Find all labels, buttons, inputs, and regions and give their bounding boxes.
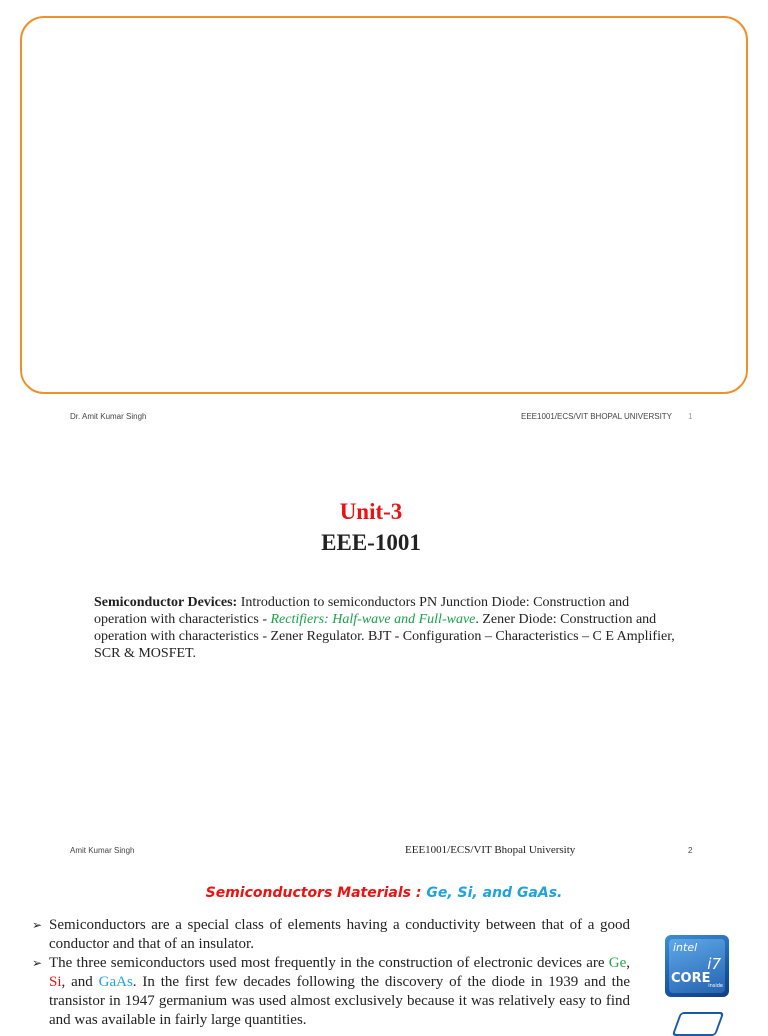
bullet-text-2b: . In the first few decades following the discovery of the diode in 1939 and the transistor in 1947 germanium was used almost exclusively because it was relatively easy to find and was available in fairly large quantities. [49, 974, 630, 1028]
bullet-text-2a: The three semiconductors used most frequently in the construction of electronic devices are [49, 955, 609, 971]
bullet-and: , and [61, 974, 99, 990]
footer-course-2: EEE1001/ECS/VIT Bhopal University [405, 844, 576, 856]
syllabus-lead: Semiconductor Devices: [94, 595, 238, 610]
slide-1-frame [20, 16, 748, 394]
bullet-comma: , [626, 955, 630, 971]
intel-core-i7-logo [665, 935, 729, 997]
list-item [32, 954, 630, 1030]
list-item [32, 916, 630, 954]
material-ge: Ge [608, 955, 627, 971]
bullet-list [32, 916, 630, 1030]
syllabus-part1: Introduction to semiconductors PN Junction Diode: Construction and operation with characteristics - [94, 595, 630, 627]
syllabus-part2: . Zener Diode: Construction and operation with characteristics - Zener Regulator. BJT - Configuration – Characteristics – C E Amplifier, SCR & MOSFET. [94, 612, 675, 661]
materials-heading [0, 885, 768, 901]
footer-course-1: EEE1001/ECS/VIT BHOPAL UNIVERSITY [521, 412, 673, 421]
arrow-bullet-icon: ➢ [32, 956, 43, 970]
footer-author-2: Amit Kumar Singh [70, 846, 135, 855]
chip-diagram-icon [672, 1012, 725, 1036]
materials-heading-blue: Ge, Si, and GaAs. [426, 885, 563, 901]
footer-page-1: 1 [688, 412, 693, 421]
footer-page-2: 2 [688, 846, 693, 855]
material-gaas: GaAs [98, 974, 133, 990]
syllabus-text [94, 594, 684, 662]
bullet-text-1: Semiconductors are a special class of elements having a conductivity between that of a good conductor and that of an insulator. [49, 917, 630, 952]
logo-model: i7 [707, 955, 721, 973]
syllabus-rectifiers: Rectifiers: Half-wave and Full-wave [270, 612, 476, 627]
course-code-title: EEE-1001 [321, 530, 421, 555]
arrow-bullet-icon: ➢ [32, 918, 43, 932]
logo-tag: inside [708, 983, 723, 989]
logo-brand: intel [673, 941, 698, 954]
footer-author-1: Dr. Amit Kumar Singh [70, 412, 147, 421]
unit-title: Unit-3 [339, 499, 403, 524]
material-si: Si [49, 974, 62, 990]
logo-line: CORE [671, 971, 711, 986]
materials-heading-red: Semiconductors Materials : [205, 885, 427, 901]
